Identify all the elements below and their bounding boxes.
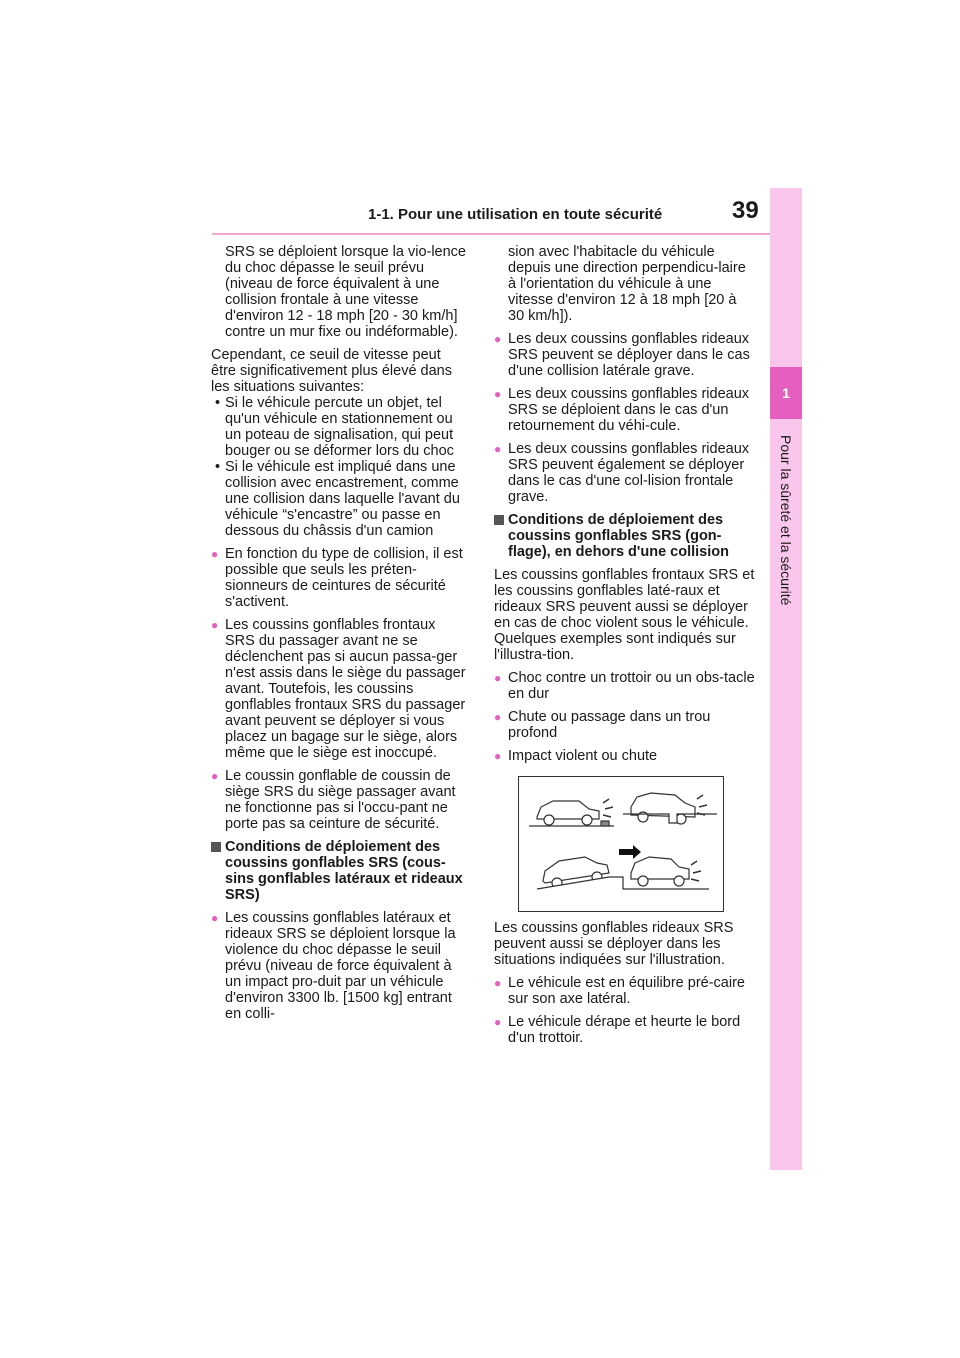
left-column — [211, 244, 469, 1022]
bullet-item: ● Choc contre un trottoir ou un obs-tacle en dur — [494, 670, 756, 702]
bullet-item: ● Chute ou passage dans un trou profond — [494, 709, 756, 741]
bullet-item: ● En fonction du type de collision, il est possible que seuls les préten-sionneurs de ceintures de sécurité s'activent. — [211, 546, 469, 610]
paragraph: Les coussins gonflables frontaux SRS et les coussins gonflables laté-raux et rideaux SRS peuvent aussi se déployer en cas de choc violent sous le véhicule. Quelques exemples sont indiqués sur l'illustra-tion. — [494, 567, 755, 663]
bullet-item: ● Les coussins gonflables latéraux et rideaux SRS se déploient lorsque la violence du choc dépasse le seuil prévu (niveau de force équivalent à un impact pro-duit par un véhicule d'environ 3300 lb. [1500 kg] entrant en colli- — [211, 910, 469, 1022]
bullet-item: ● Les deux coussins gonflables rideaux SRS peuvent se déployer dans le cas d'une collision latérale grave. — [494, 331, 756, 379]
section-title: 1-1. Pour une utilisation en toute sécurité — [368, 206, 663, 223]
car-icon — [529, 799, 614, 826]
car-impact-drawing — [519, 777, 723, 911]
car-icon — [623, 793, 717, 824]
list-item: • Si le véhicule percute un objet, tel qu'un véhicule en stationnement ou un poteau de signalisation, qui peut bouger ou se déformer lors du choc — [211, 395, 469, 459]
chapter-side-tab — [770, 188, 802, 1170]
section-heading: Conditions de déploiement des coussins gonflables SRS (cous-sins gonflables latéraux et rideaux SRS) — [211, 839, 469, 903]
car-icon — [537, 857, 709, 889]
paragraph: SRS se déploient lorsque la vio-lence du choc dépasse le seuil prévu (niveau de force équivalent à une collision frontale à une vitesse d'environ 12 - 18 mph [20 - 30 km/h] contre un mur fixe ou indéformable). — [225, 244, 466, 340]
bullet-item: ● Les deux coussins gonflables rideaux SRS peuvent également se déployer dans le cas d'une col-lision frontale grave. — [494, 441, 756, 505]
right-column — [494, 244, 756, 1046]
chapter-title-label: Pour la sûreté et la sécurité — [778, 435, 794, 606]
vehicle-impact-illustration — [518, 776, 724, 912]
arrow-right-icon — [619, 845, 641, 859]
list-item: • Si le véhicule est impliqué dans une collision avec encastrement, comme une collision dans laquelle l'avant du véhicule “s'encastre” ou passe en dessous du châssis d'un camion — [211, 459, 469, 539]
header-divider — [212, 233, 770, 235]
page-number: 39 — [732, 197, 759, 224]
bullet-item: ● Les coussins gonflables frontaux SRS du passager avant ne se déclenchent pas si aucun passa-ger n'est assis dans le siège du passager avant. Toutefois, les coussins gonflables frontaux SRS du passager avant peuvent se déployer si vous placez un bagage sur le siège, alors même que le siège est inoccupé. — [211, 617, 469, 761]
section-heading: Conditions de déploiement des coussins gonflables SRS (gon-flage), en dehors d'une collision — [494, 512, 756, 560]
chapter-title-vertical — [774, 435, 798, 665]
paragraph: Cependant, ce seuil de vitesse peut être significativement plus élevé dans les situations suivantes: — [211, 347, 452, 395]
bullet-item: ● Le véhicule est en équilibre pré-caire sur son axe latéral. — [494, 975, 756, 1007]
bullet-item: ● Le coussin gonflable de coussin de siège SRS du siège passager avant ne fonctionne pas si l'occu-pant ne porte pas sa ceinture de sécurité. — [211, 768, 469, 832]
bullet-item: ● Le véhicule dérape et heurte le bord d'un trottoir. — [494, 1014, 756, 1046]
chapter-number-badge: 1 — [770, 367, 802, 419]
bullet-item: ● Les deux coussins gonflables rideaux SRS se déploient dans le cas d'un retournement du véhi-cule. — [494, 386, 756, 434]
paragraph: Les coussins gonflables rideaux SRS peuvent aussi se déployer dans les situations indiquées sur l'illustration. — [494, 920, 734, 968]
paragraph: sion avec l'habitacle du véhicule depuis une direction perpendicu-laire à l'orientation du véhicule à une vitesse d'environ 12 à 18 mph [20 à 30 km/h]). — [508, 244, 746, 324]
bullet-item: ● Impact violent ou chute — [494, 748, 756, 764]
